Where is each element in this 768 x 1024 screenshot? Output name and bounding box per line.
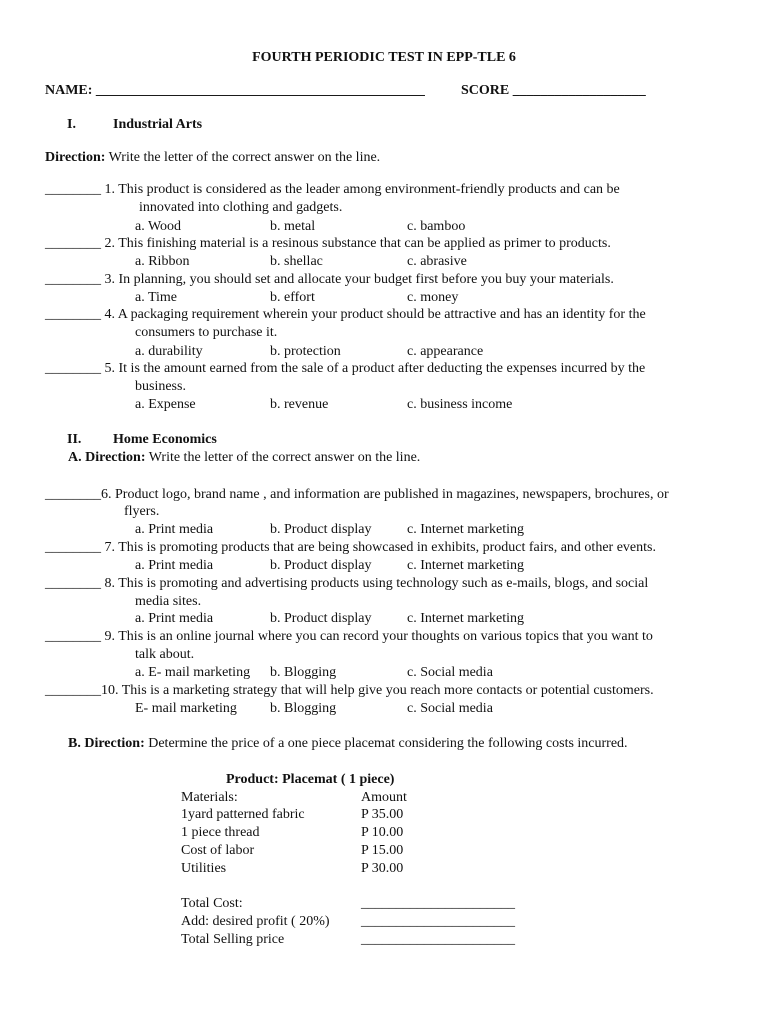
- question-10: [45, 682, 654, 699]
- total-cost-label: Total Cost:: [181, 896, 243, 911]
- q3-option-b: b. effort: [270, 290, 315, 305]
- partA-label: A. Direction:: [68, 450, 146, 465]
- question-2: [45, 235, 611, 252]
- section2-number: II.: [67, 432, 82, 447]
- q10-option-b: b. Blogging: [270, 701, 337, 716]
- q1-option-b: b. metal: [270, 219, 316, 234]
- answer-blank-3[interactable]: ________: [45, 272, 101, 287]
- q8-option-a: a. Print media: [135, 611, 214, 626]
- q7-option-c: c. Internet marketing: [407, 558, 525, 573]
- question-3: [45, 271, 614, 288]
- section2-partB-direction: [68, 735, 628, 752]
- section2-partA-direction: [68, 449, 420, 466]
- product-title: Product: Placemat ( 1 piece): [226, 772, 395, 787]
- question-4-text: 4. A packaging requirement wherein your product should be attractive and has an identity for the: [101, 307, 646, 322]
- answer-blank-10[interactable]: ________: [45, 683, 101, 698]
- question-6: [45, 486, 669, 503]
- item-name: 1yard patterned fabric: [181, 807, 305, 822]
- desired-profit-label: Add: desired profit ( 20%): [181, 914, 330, 929]
- section1-heading: Industrial Arts: [113, 117, 203, 132]
- q5-option-b: b. revenue: [270, 397, 329, 412]
- question-8-cont: media sites.: [135, 594, 202, 609]
- page-title: FOURTH PERIODIC TEST IN EPP-TLE 6: [252, 50, 516, 65]
- q2-option-c: c. abrasive: [407, 254, 467, 269]
- answer-blank-9[interactable]: ________: [45, 629, 101, 644]
- question-8: [45, 575, 648, 592]
- q2-option-a: a. Ribbon: [135, 254, 190, 269]
- question-5-cont: business.: [135, 379, 186, 394]
- question-2-text: 2. This finishing material is a resinous substance that can be applied as primer to products.: [101, 236, 611, 251]
- question-1: [45, 181, 620, 198]
- question-3-text: 3. In planning, you should set and allocate your budget first before you buy your materials.: [101, 272, 614, 287]
- question-5-text: 5. It is the amount earned from the sale of a product after deducting the expenses incurred by the: [101, 361, 646, 376]
- q10-option-c: c. Social media: [407, 701, 493, 716]
- item-amount: P 10.00: [361, 825, 404, 840]
- item-name: 1 piece thread: [181, 825, 260, 840]
- direction-text: Write the letter of the correct answer on the line.: [105, 150, 381, 165]
- section1-direction: [45, 149, 380, 166]
- q9-option-c: c. Social media: [407, 665, 493, 680]
- q3-option-c: c. money: [407, 290, 459, 305]
- q4-option-c: c. appearance: [407, 344, 484, 359]
- question-6-cont: flyers.: [124, 504, 160, 519]
- question-9-text: 9. This is an online journal where you can record your thoughts on various topics that you want to: [101, 629, 653, 644]
- desired-profit-blank[interactable]: ______________________: [361, 914, 515, 929]
- question-7: [45, 539, 656, 556]
- q7-option-b: b. Product display: [270, 558, 372, 573]
- direction-label: Direction:: [45, 150, 106, 165]
- selling-price-label: Total Selling price: [181, 932, 285, 947]
- answer-blank-8[interactable]: ________: [45, 576, 101, 591]
- answer-blank-6[interactable]: ________: [45, 487, 101, 502]
- question-1-text: 1. This product is considered as the leader among environment-friendly products and can be: [101, 182, 620, 197]
- materials-label: Materials:: [181, 790, 238, 805]
- q3-option-a: a. Time: [135, 290, 178, 305]
- q10-option-a: E- mail marketing: [135, 701, 237, 716]
- item-amount: P 15.00: [361, 843, 404, 858]
- question-7-text: 7. This is promoting products that are being showcased in exhibits, product fairs, and other events.: [101, 540, 656, 555]
- answer-blank-1[interactable]: ________: [45, 182, 101, 197]
- section2-heading: Home Economics: [113, 432, 217, 447]
- q5-option-a: a. Expense: [135, 397, 196, 412]
- total-cost-blank[interactable]: ______________________: [361, 896, 515, 911]
- amount-label: Amount: [361, 790, 407, 805]
- item-amount: P 30.00: [361, 861, 404, 876]
- selling-price-blank[interactable]: ______________________: [361, 932, 515, 947]
- question-4-cont: consumers to purchase it.: [135, 325, 278, 340]
- answer-blank-5[interactable]: ________: [45, 361, 101, 376]
- question-10-text: 10. This is a marketing strategy that will help give you reach more contacts or potential customers.: [101, 683, 654, 698]
- question-5: [45, 360, 645, 377]
- question-9: [45, 628, 653, 645]
- item-name: Utilities: [181, 861, 227, 876]
- q2-option-b: b. shellac: [270, 254, 323, 269]
- q7-option-a: a. Print media: [135, 558, 214, 573]
- q8-option-b: b. Product display: [270, 611, 372, 626]
- question-4: [45, 306, 646, 323]
- q9-option-b: b. Blogging: [270, 665, 337, 680]
- q1-option-a: a. Wood: [135, 219, 182, 234]
- q6-option-a: a. Print media: [135, 522, 214, 537]
- answer-blank-7[interactable]: ________: [45, 540, 101, 555]
- item-amount: P 35.00: [361, 807, 404, 822]
- question-1-cont: innovated into clothing and gadgets.: [139, 200, 343, 215]
- item-name: Cost of labor: [181, 843, 255, 858]
- q6-option-c: c. Internet marketing: [407, 522, 525, 537]
- answer-blank-2[interactable]: ________: [45, 236, 101, 251]
- partB-text: Determine the price of a one piece placemat considering the following costs incurred.: [144, 736, 628, 751]
- question-9-cont: talk about.: [135, 647, 195, 662]
- question-8-text: 8. This is promoting and advertising products using technology such as e-mails, blogs, and social: [101, 576, 649, 591]
- q9-option-a: a. E- mail marketing: [135, 665, 251, 680]
- q5-option-c: c. business income: [407, 397, 513, 412]
- score-field[interactable]: SCORE ___________________: [461, 83, 646, 98]
- q4-option-a: a. durability: [135, 344, 203, 359]
- partA-text: Write the letter of the correct answer on the line.: [145, 450, 421, 465]
- q6-option-b: b. Product display: [270, 522, 372, 537]
- name-field[interactable]: NAME: _______________________________________________: [45, 83, 425, 98]
- q4-option-b: b. protection: [270, 344, 341, 359]
- partB-label: B. Direction:: [68, 736, 145, 751]
- section1-number: I.: [67, 117, 76, 132]
- q1-option-c: c. bamboo: [407, 219, 466, 234]
- q8-option-c: c. Internet marketing: [407, 611, 525, 626]
- answer-blank-4[interactable]: ________: [45, 307, 101, 322]
- question-6-text: 6. Product logo, brand name , and information are published in magazines, newspapers, brochures, or: [101, 487, 669, 502]
